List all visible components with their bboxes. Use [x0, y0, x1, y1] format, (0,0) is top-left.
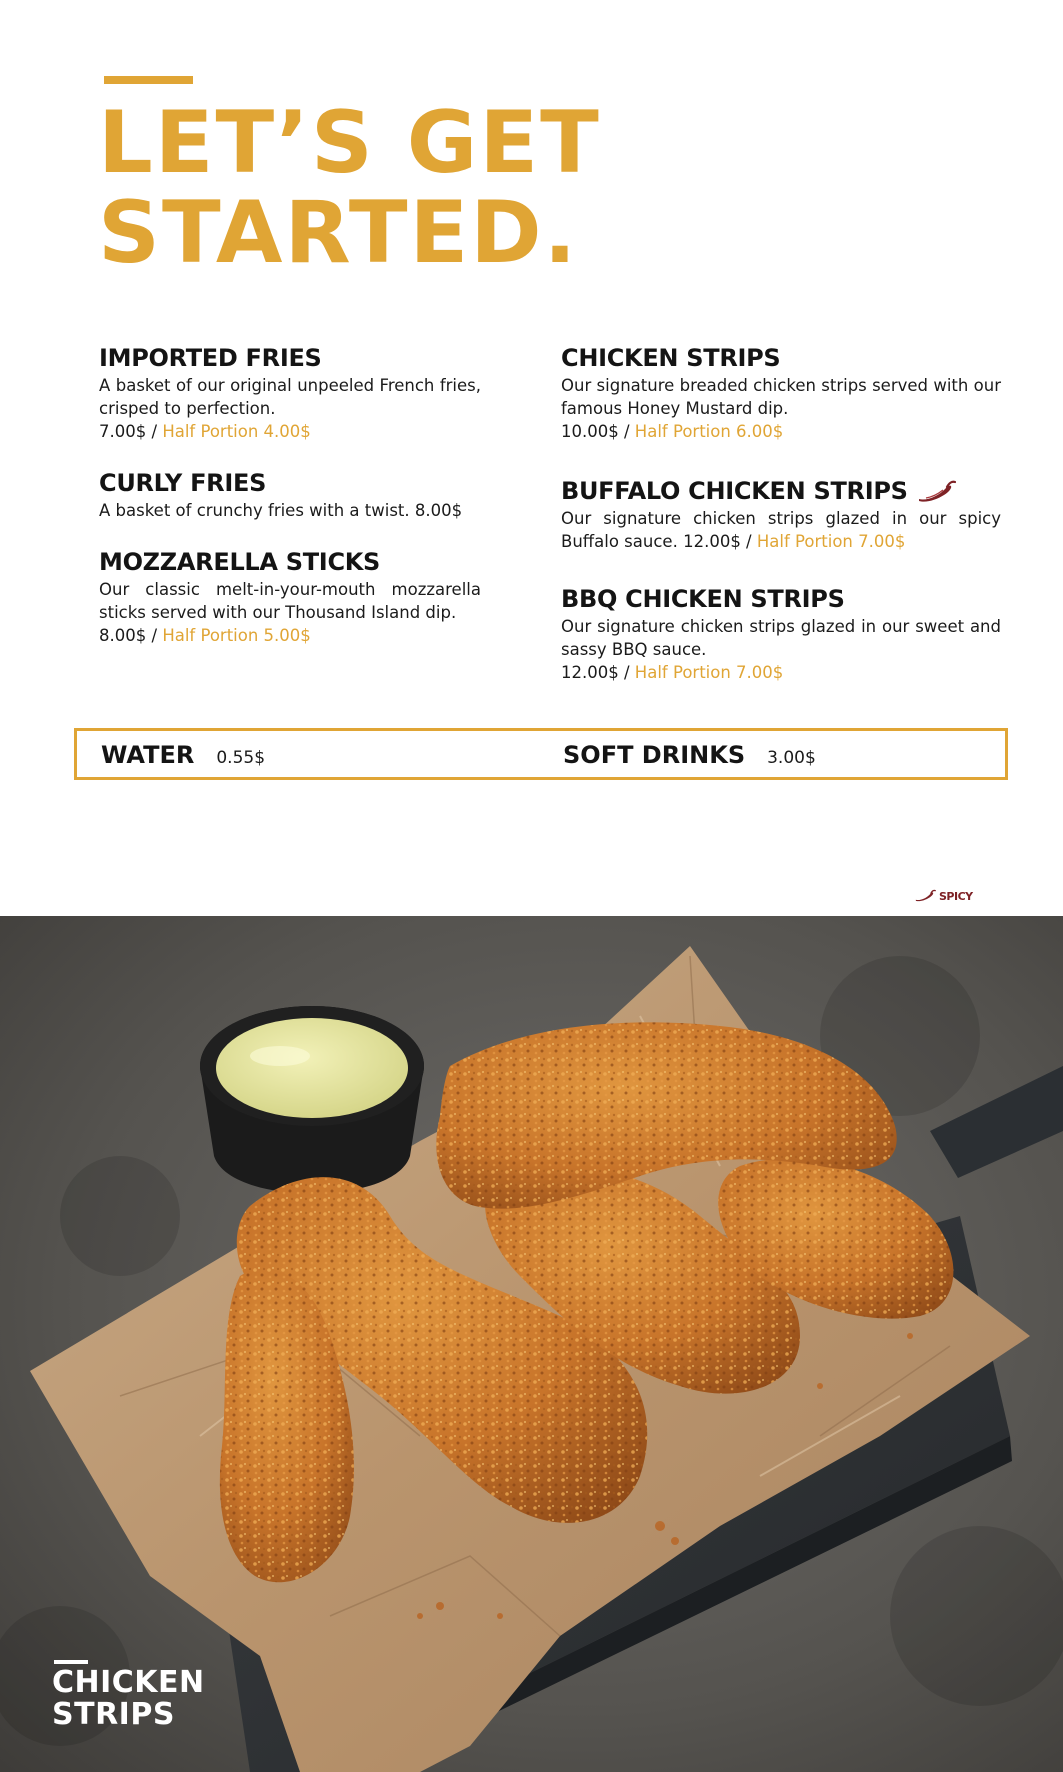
- menu-item-name: MOZZARELLA STICKS: [99, 548, 381, 576]
- photo-caption-line-2: STRIPS: [52, 1697, 175, 1732]
- drink-soft-drinks: [563, 741, 816, 769]
- price-separator: /: [146, 422, 163, 441]
- drink-name: WATER: [101, 741, 195, 769]
- page-title-line-1: LET’S GET: [98, 93, 601, 193]
- drink-price: 0.55$: [216, 748, 266, 768]
- photo-caption-line-1: CHICKEN: [52, 1665, 205, 1700]
- menu-item-bbq-chicken-strips: [561, 585, 1001, 684]
- spicy-legend: [914, 889, 973, 903]
- chili-pepper-icon: [916, 479, 956, 505]
- menu-item-name: CURLY FRIES: [99, 469, 267, 497]
- spicy-legend-label: SPICY: [939, 889, 973, 903]
- menu-item-half-portion: Half Portion 7.00$: [634, 663, 784, 682]
- menu-column-left: [99, 344, 481, 673]
- menu-item-name-row: [561, 477, 1001, 505]
- menu-item-buffalo-chicken-strips: [561, 477, 1001, 553]
- menu-item-price: 12.00$: [561, 663, 619, 682]
- menu-item-price: 7.00$: [99, 422, 147, 441]
- drink-price: 3.00$: [767, 748, 816, 768]
- menu-item-description: [99, 374, 481, 443]
- drink-water: [101, 741, 265, 769]
- price-separator: /: [740, 532, 757, 551]
- menu-item-description: [561, 507, 1001, 553]
- menu-column-right: [561, 344, 1001, 710]
- price-separator: /: [618, 663, 635, 682]
- title-accent-rule: [104, 76, 193, 84]
- food-photo: [0, 916, 1063, 1772]
- menu-item-half-portion: Half Portion 4.00$: [162, 422, 311, 441]
- menu-item-description-text: Our signature breaded chicken strips served with our famous Honey Mustard dip.: [561, 376, 1001, 418]
- menu-item-name: BUFFALO CHICKEN STRIPS: [561, 477, 908, 505]
- menu-item-name: CHICKEN STRIPS: [561, 344, 781, 372]
- photo-caption: [52, 1667, 205, 1731]
- menu-item-name: BBQ CHICKEN STRIPS: [561, 585, 845, 613]
- menu-item-description: A basket of crunchy fries with a twist. 8.00$: [99, 501, 463, 520]
- menu-item-mozzarella-sticks: [99, 548, 481, 647]
- menu-item-description: [99, 578, 481, 647]
- menu-item-half-portion: Half Portion 7.00$: [756, 532, 906, 551]
- menu-item-description-text: Our signature chicken strips glazed in our spicy Buffalo sauce.: [561, 509, 1001, 551]
- menu-item-half-portion: Half Portion 5.00$: [162, 626, 311, 645]
- chili-pepper-icon: [914, 889, 936, 903]
- menu-item-imported-fries: [99, 344, 481, 443]
- chicken-strips-photo: [0, 916, 1063, 1772]
- menu-item-price: 10.00$: [561, 422, 619, 441]
- drinks-box: [74, 728, 1008, 780]
- menu-item-description-text: Our classic melt-in-your-mouth mozzarella sticks served with our Thousand Island dip.: [99, 580, 481, 622]
- menu-item-half-portion: Half Portion 6.00$: [634, 422, 784, 441]
- price-separator: /: [146, 626, 163, 645]
- menu-item-description-text: A basket of our original unpeeled French fries, crisped to perfection.: [99, 376, 481, 418]
- menu-item-price: 8.00$: [99, 626, 147, 645]
- menu-item-chicken-strips: [561, 344, 1001, 443]
- page-title: [98, 93, 601, 283]
- caption-accent-rule: [54, 1660, 88, 1664]
- menu-item-description-text: Our signature chicken strips glazed in our sweet and sassy BBQ sauce.: [561, 617, 1001, 659]
- drink-name: SOFT DRINKS: [563, 741, 746, 769]
- menu-item-curly-fries: [99, 469, 481, 522]
- menu-item-description: [561, 374, 1001, 443]
- menu-item-description: [561, 615, 1001, 684]
- menu-item-name: IMPORTED FRIES: [99, 344, 322, 372]
- price-separator: /: [618, 422, 635, 441]
- menu-item-price: 12.00$: [683, 532, 741, 551]
- page-title-line-2: STARTED.: [98, 183, 579, 283]
